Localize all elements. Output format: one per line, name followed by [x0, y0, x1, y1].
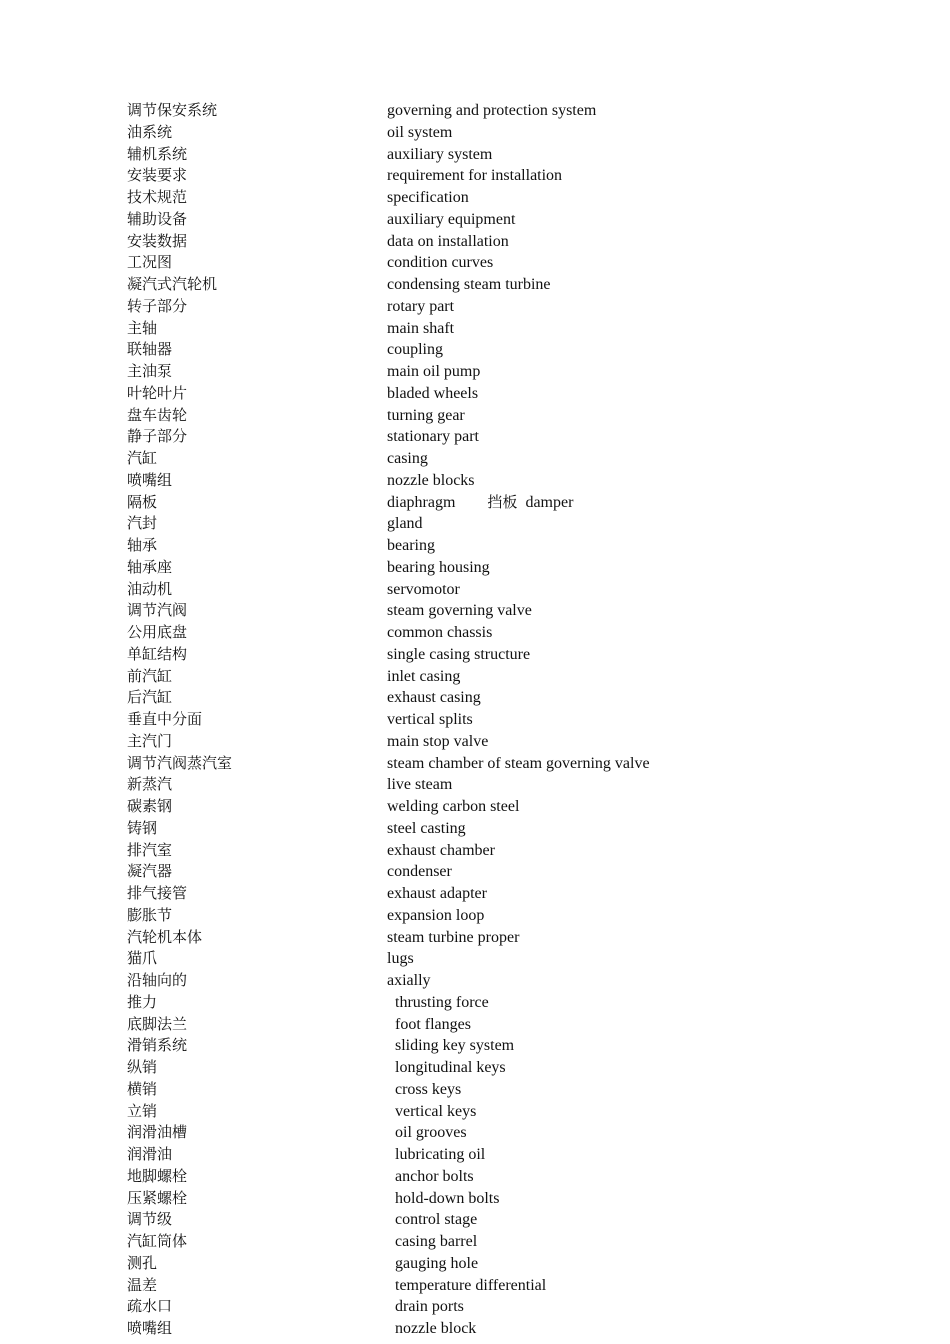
english-term — [387, 144, 492, 166]
glossary-row — [127, 666, 827, 688]
chinese-term: 喷嘴组 — [127, 470, 173, 489]
extra-english-term: damper — [525, 493, 574, 511]
english-term-text: bladed wheels — [387, 384, 479, 402]
english-term-text: main oil pump — [387, 363, 481, 380]
chinese-term: 盘车齿轮 — [127, 405, 188, 424]
chinese-term: 润滑油槽 — [127, 1123, 188, 1142]
english-term — [387, 753, 650, 775]
glossary-row — [127, 383, 827, 405]
english-term — [387, 970, 431, 992]
glossary-row — [127, 252, 827, 274]
chinese-term: 汽缸 — [127, 449, 158, 467]
english-term — [387, 231, 509, 253]
chinese-term: 后汽缸 — [127, 688, 173, 707]
english-term-text: single casing structure — [387, 645, 531, 663]
chinese-term: 纵销 — [127, 1058, 158, 1076]
chinese-term: 调节保安系统 — [127, 101, 218, 119]
english-term — [387, 339, 443, 361]
english-term-text: cross keys — [395, 1080, 462, 1098]
glossary-row — [127, 948, 827, 970]
chinese-term: 单缸结构 — [127, 644, 188, 663]
chinese-term: 凝汽式汽轮机 — [127, 275, 218, 293]
chinese-term: 叶轮叶片 — [127, 383, 188, 402]
glossary-row — [127, 513, 827, 535]
glossary-row — [127, 339, 827, 361]
chinese-term: 疏水口 — [127, 1297, 173, 1316]
english-term-text: longitudinal keys — [395, 1059, 506, 1076]
glossary-row — [127, 1014, 827, 1036]
english-term-text: bearing — [387, 537, 435, 554]
chinese-term: 地脚螺栓 — [127, 1166, 188, 1185]
english-term — [387, 187, 469, 209]
glossary-row — [127, 644, 827, 666]
chinese-term: 主油泵 — [127, 362, 173, 380]
glossary-row — [127, 470, 827, 492]
chinese-term: 技术规范 — [127, 188, 188, 206]
english-term-text: exhaust chamber — [387, 841, 495, 859]
glossary-row — [127, 426, 827, 448]
english-term — [387, 318, 454, 340]
chinese-term: 调节级 — [127, 1210, 173, 1229]
chinese-term: 压紧螺栓 — [127, 1188, 188, 1207]
english-term — [387, 579, 460, 601]
chinese-term: 推力 — [127, 992, 158, 1011]
english-term-text: condition curves — [387, 254, 494, 272]
english-term — [387, 361, 480, 383]
chinese-term: 滑销系统 — [127, 1036, 188, 1055]
glossary-row — [127, 100, 827, 122]
english-term-text: gauging hole — [395, 1254, 479, 1272]
chinese-term: 汽封 — [127, 514, 158, 533]
english-term-text: vertical keys — [395, 1102, 477, 1120]
english-term-text: gland — [387, 515, 423, 533]
glossary-row — [127, 753, 827, 775]
glossary-row — [127, 861, 827, 883]
english-term — [395, 1188, 499, 1210]
glossary-row — [127, 927, 827, 949]
glossary-row — [127, 1101, 827, 1123]
english-term-text: axially — [387, 972, 431, 989]
chinese-term: 垂直中分面 — [127, 710, 203, 728]
glossary-row — [127, 1079, 827, 1101]
english-term-text: specification — [387, 189, 469, 206]
chinese-term: 工况图 — [127, 253, 173, 272]
english-term — [387, 905, 484, 927]
chinese-term: 排气接管 — [127, 884, 188, 902]
english-term-text: condenser — [387, 863, 452, 881]
chinese-term: 温差 — [127, 1275, 158, 1294]
glossary-row — [127, 1209, 827, 1231]
english-term — [395, 1144, 485, 1166]
english-term-text: steam turbine proper — [387, 928, 520, 946]
glossary-row — [127, 1122, 827, 1144]
glossary-row — [127, 448, 827, 470]
english-term-text: casing — [387, 450, 428, 467]
english-term — [387, 557, 490, 579]
english-term-text: auxiliary system — [387, 145, 493, 163]
english-term — [387, 948, 414, 970]
glossary-row — [127, 1275, 827, 1297]
glossary-row — [127, 361, 827, 383]
english-term-text: hold-down bolts — [395, 1189, 500, 1207]
chinese-term: 辅机系统 — [127, 144, 188, 163]
english-term — [387, 513, 423, 535]
glossary-row — [127, 1144, 827, 1166]
english-term-text: main stop valve — [387, 732, 489, 750]
english-term — [387, 687, 481, 709]
glossary-row — [127, 187, 827, 209]
english-term-text: anchor bolts — [395, 1167, 474, 1185]
chinese-term: 轴承座 — [127, 557, 173, 576]
glossary-row — [127, 1035, 827, 1057]
english-term — [387, 666, 460, 688]
chinese-term: 调节汽阀 — [127, 601, 188, 620]
glossary-row — [127, 296, 827, 318]
english-term — [387, 426, 479, 448]
english-term-text: requirement for installation — [387, 167, 563, 185]
english-term — [387, 600, 532, 622]
english-term — [387, 796, 519, 818]
glossary-row — [127, 165, 827, 187]
english-term — [387, 296, 454, 318]
glossary-row — [127, 970, 827, 992]
chinese-term: 排汽室 — [127, 840, 173, 859]
english-term-text: exhaust adapter — [387, 885, 487, 902]
chinese-term: 联轴器 — [127, 340, 173, 359]
chinese-term: 公用底盘 — [127, 623, 188, 641]
english-term — [395, 1166, 474, 1188]
chinese-term: 静子部分 — [127, 427, 188, 446]
glossary-row — [127, 209, 827, 231]
glossary-row — [127, 231, 827, 253]
english-term-text: lugs — [387, 950, 414, 968]
english-term — [387, 470, 475, 492]
chinese-term: 新蒸汽 — [127, 775, 173, 794]
glossary-row — [127, 1296, 827, 1318]
english-term-text: thrusting force — [395, 993, 489, 1011]
glossary-row — [127, 731, 827, 753]
english-term-text: lubricating oil — [395, 1146, 486, 1163]
english-term-text: foot flanges — [395, 1015, 471, 1033]
extra-chinese-term: 挡板 — [487, 492, 518, 511]
english-term-text: vertical splits — [387, 711, 473, 728]
english-term — [387, 774, 452, 796]
glossary-row — [127, 579, 827, 601]
english-term-text: bearing housing — [387, 558, 490, 576]
english-term-text: nozzle blocks — [387, 471, 475, 489]
chinese-term: 润滑油 — [127, 1145, 173, 1163]
english-term — [387, 535, 435, 557]
chinese-term: 汽轮机本体 — [127, 927, 203, 946]
english-term-text: data on installation — [387, 232, 509, 250]
english-term — [387, 883, 487, 905]
glossary-row — [127, 1318, 827, 1340]
english-term-text: coupling — [387, 341, 443, 359]
glossary-row — [127, 600, 827, 622]
english-term — [395, 1014, 471, 1036]
chinese-term: 沿轴向的 — [127, 971, 188, 989]
english-term — [387, 731, 488, 753]
english-term — [387, 818, 466, 840]
glossary-row — [127, 796, 827, 818]
english-term-text: diaphragm — [387, 493, 456, 511]
english-term-text: oil system — [387, 123, 453, 141]
glossary-row — [127, 992, 827, 1014]
chinese-term: 油动机 — [127, 579, 173, 598]
english-term-text: turning gear — [387, 406, 465, 424]
chinese-term: 轴承 — [127, 536, 158, 554]
english-term-text: rotary part — [387, 297, 455, 315]
chinese-term: 测孔 — [127, 1253, 158, 1272]
english-term — [395, 1318, 476, 1340]
glossary-row — [127, 905, 827, 927]
chinese-term: 底脚法兰 — [127, 1014, 188, 1033]
english-term — [395, 1209, 477, 1231]
english-term — [387, 644, 530, 666]
chinese-term: 隔板 — [127, 492, 158, 511]
english-term — [395, 1253, 478, 1275]
glossary-row — [127, 557, 827, 579]
english-term — [387, 122, 452, 144]
english-term-text: expansion loop — [387, 906, 485, 924]
english-term — [387, 840, 495, 862]
chinese-term: 前汽缸 — [127, 666, 173, 685]
english-term-text: exhaust casing — [387, 689, 481, 707]
english-term — [387, 405, 465, 427]
glossary-row — [127, 1231, 827, 1253]
english-term-text: inlet casing — [387, 667, 461, 685]
english-term — [395, 1296, 464, 1318]
english-term-text: governing and protection system — [387, 102, 597, 119]
english-term — [387, 383, 478, 405]
english-term-text: welding carbon steel — [387, 798, 520, 815]
english-term-text: steel casting — [387, 819, 466, 837]
english-term — [387, 622, 492, 644]
glossary-row — [127, 535, 827, 557]
english-term-text: sliding key system — [395, 1037, 515, 1055]
glossary-row — [127, 622, 827, 644]
english-term-text: live steam — [387, 776, 453, 794]
glossary-row — [127, 818, 827, 840]
chinese-term: 凝汽器 — [127, 862, 173, 881]
english-term-text: auxiliary equipment — [387, 210, 516, 228]
english-term — [387, 492, 573, 514]
chinese-term: 安装数据 — [127, 231, 188, 250]
english-term-text: common chassis — [387, 624, 493, 641]
chinese-term: 喷嘴组 — [127, 1319, 173, 1337]
chinese-term: 铸钢 — [127, 818, 158, 837]
glossary-row — [127, 883, 827, 905]
english-term — [387, 252, 493, 274]
chinese-term: 油系统 — [127, 122, 173, 141]
english-term — [387, 165, 562, 187]
english-term-text: oil grooves — [395, 1124, 467, 1142]
chinese-term: 主轴 — [127, 318, 158, 337]
english-term — [387, 274, 551, 296]
glossary-row — [127, 122, 827, 144]
english-term — [395, 1231, 477, 1253]
english-term-text: casing barrel — [395, 1233, 478, 1250]
english-term-text: steam governing valve — [387, 602, 532, 620]
chinese-term: 转子部分 — [127, 296, 188, 315]
glossary-row — [127, 1166, 827, 1188]
chinese-term: 安装要求 — [127, 166, 188, 185]
english-term-text: temperature differential — [395, 1276, 547, 1294]
chinese-term: 汽缸筒体 — [127, 1232, 188, 1250]
english-term — [395, 1035, 514, 1057]
chinese-term: 碳素钢 — [127, 797, 173, 815]
english-term — [387, 709, 473, 731]
english-term — [387, 861, 452, 883]
glossary-row — [127, 1253, 827, 1275]
chinese-term: 主汽门 — [127, 731, 173, 750]
chinese-term: 猫爪 — [127, 949, 158, 968]
english-term — [395, 1122, 467, 1144]
glossary-row — [127, 840, 827, 862]
english-term-text: drain ports — [395, 1298, 464, 1316]
english-term-text: main shaft — [387, 319, 455, 337]
english-term-text: nozzle block — [395, 1320, 477, 1337]
chinese-term: 横销 — [127, 1079, 158, 1098]
english-term-text: steam chamber of steam governing valve — [387, 754, 650, 772]
english-term — [387, 209, 515, 231]
english-term — [395, 1101, 476, 1123]
english-term — [387, 448, 428, 470]
english-term — [395, 1275, 546, 1297]
chinese-term: 膨胀节 — [127, 905, 173, 924]
english-term — [395, 1057, 506, 1079]
glossary-row — [127, 318, 827, 340]
english-term-text: stationary part — [387, 428, 479, 446]
glossary-row — [127, 405, 827, 427]
english-term-text: control stage — [395, 1211, 478, 1229]
chinese-term: 立销 — [127, 1101, 158, 1120]
chinese-term: 调节汽阀蒸汽室 — [127, 753, 233, 772]
english-term — [395, 1079, 461, 1101]
english-term — [395, 992, 489, 1014]
glossary-row — [127, 774, 827, 796]
english-term — [387, 927, 519, 949]
glossary-row — [127, 274, 827, 296]
glossary-row — [127, 687, 827, 709]
glossary-row — [127, 1057, 827, 1079]
english-term-text: condensing steam turbine — [387, 276, 551, 293]
chinese-term: 辅助设备 — [127, 209, 188, 228]
glossary-row — [127, 1188, 827, 1210]
glossary-list — [127, 100, 827, 1340]
glossary-row — [127, 492, 827, 514]
glossary-row — [127, 144, 827, 166]
english-term-text: servomotor — [387, 580, 460, 598]
english-term — [387, 100, 596, 122]
glossary-row — [127, 709, 827, 731]
